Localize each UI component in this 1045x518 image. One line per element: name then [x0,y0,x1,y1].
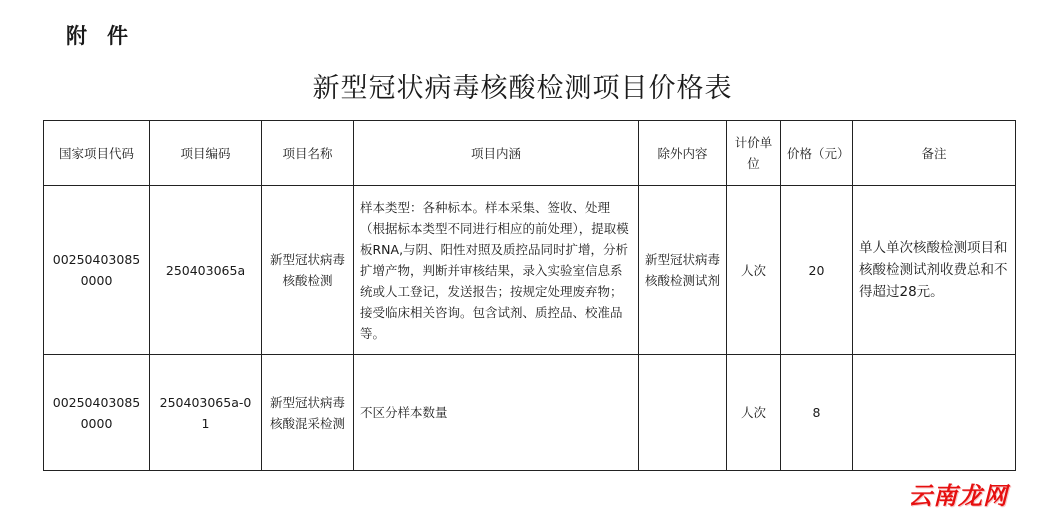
price-table [43,120,1016,471]
national-code-cell: 002504030850000 [44,186,150,355]
column-header: 备注 [853,121,1016,186]
table-row [44,186,1016,355]
content-cell: 不区分样本数量 [354,355,639,471]
column-header: 项目内涵 [354,121,639,186]
column-header: 除外内容 [639,121,727,186]
column-header: 价格（元） [781,121,853,186]
national-code-cell: 002504030850000 [44,355,150,471]
item-name-cell: 新型冠状病毒核酸检测 [262,186,354,355]
price-cell: 20 [781,186,853,355]
excluded-cell [639,355,727,471]
watermark-logo: 云南龙网 [908,482,1008,510]
item-code-cell: 250403065a [150,186,262,355]
unit-cell: 人次 [727,355,781,471]
table-row [44,355,1016,471]
column-header: 项目名称 [262,121,354,186]
notes-cell: 单人单次核酸检测项目和核酸检测试剂收费总和不得超过28元。 [853,186,1016,355]
notes-cell [853,355,1016,471]
item-name-cell: 新型冠状病毒核酸混采检测 [262,355,354,471]
table-header-row [44,121,1016,186]
attachment-label: 附件 [66,24,148,48]
excluded-cell: 新型冠状病毒核酸检测试剂 [639,186,727,355]
column-header: 项目编码 [150,121,262,186]
column-header: 国家项目代码 [44,121,150,186]
unit-cell: 人次 [727,186,781,355]
price-cell: 8 [781,355,853,471]
content-cell: 样本类型：各种标本。样本采集、签收、处理（根据标本类型不同进行相应的前处理），提取模板RNA,与阴、阳性对照及质控品同时扩增，分析扩增产物，判断并审核结果，录入实验室信息系统或人工登记，发送报告；按规定处理废弃物；接受临床相关咨询。包含试剂、质控品、校准品等。 [354,186,639,355]
item-code-cell: 250403065a-01 [150,355,262,471]
column-header: 计价单位 [727,121,781,186]
page-title: 新型冠状病毒核酸检测项目价格表 [312,73,733,104]
